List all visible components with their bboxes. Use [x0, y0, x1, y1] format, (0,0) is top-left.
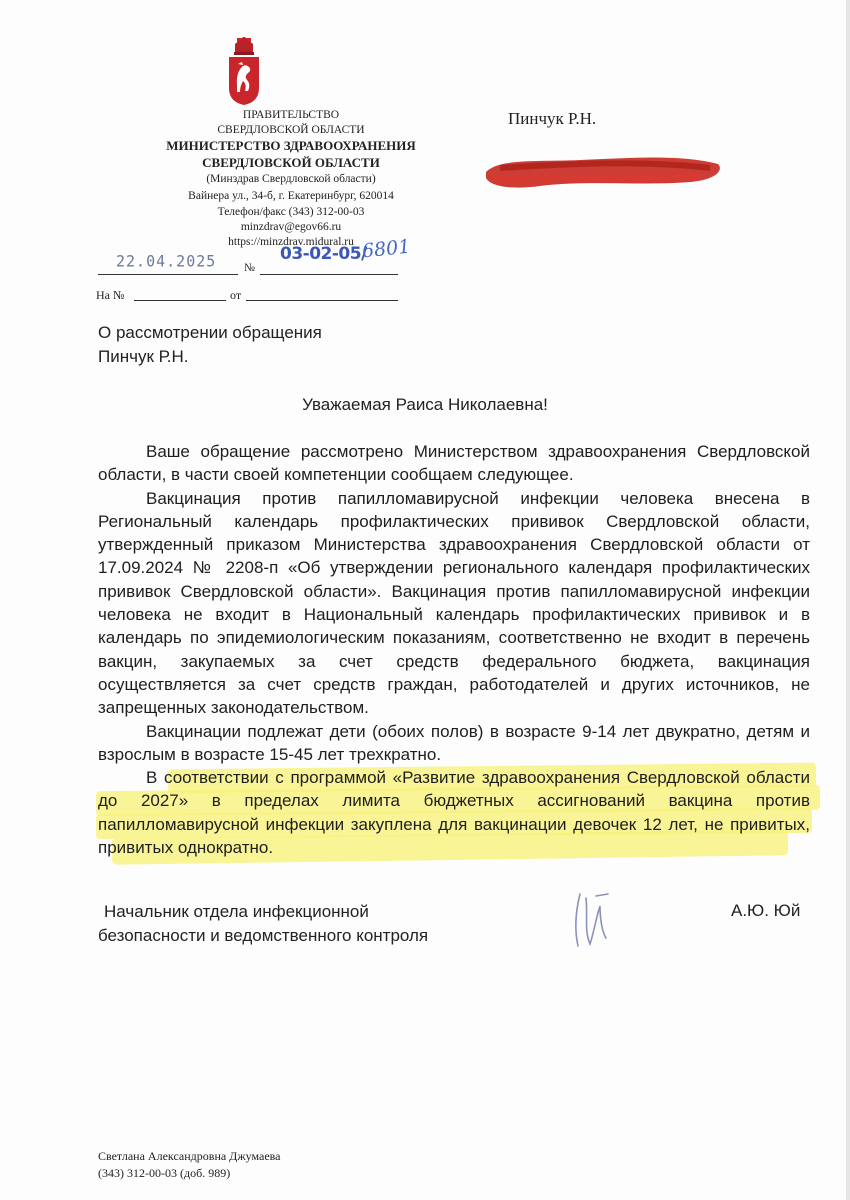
date-underline — [98, 274, 238, 275]
handwritten-signature — [566, 888, 616, 952]
registration-number-handwritten: 6801 — [360, 235, 412, 263]
ministry-line-1: МИНИСТЕРСТВО ЗДРАВООХРАНЕНИЯ — [166, 138, 416, 153]
ministry-address: Вайнера ул., 34-б, г. Екатеринбург, 620014 — [188, 190, 394, 202]
reply-to-underline — [134, 300, 226, 301]
ministry-line-2: СВЕРДЛОВСКОЙ ОБЛАСТИ — [202, 155, 380, 170]
greeting: Уважаемая Раиса Николаевна! — [302, 395, 548, 414]
registration-number-stamp: 03-02-05/ — [280, 244, 367, 264]
executor-info — [98, 1148, 281, 1182]
ministry-email: minzdrav@egov66.ru — [240, 221, 342, 233]
number-label: № — [244, 262, 255, 274]
addressee-name: Пинчук Р.Н. — [508, 109, 597, 128]
paragraph-4: В соответствии с программой «Развитие здравоохранения Свердловской области до 2027» в пределах лимита бюджетных ассигнований вакцина против папилломавирусной инфекции закуплена для вакцинации девочек 12 лет, не привитых, привитых однократно. — [98, 768, 810, 858]
government-line-2: СВЕРДЛОВСКОЙ ОБЛАСТИ — [217, 124, 365, 136]
paragraph-1: Ваше обращение рассмотрено Министерством здравоохранения Свердловской области, в части своей компетенции сообщаем следующее. — [98, 442, 810, 485]
executor-phone: (343) 312-00-03 (доб. 989) — [98, 1166, 231, 1180]
registration-date-stamp: 22.04.2025 — [116, 251, 217, 271]
subject-line-2: Пинчук Р.Н. — [98, 347, 189, 366]
ministry-website: https://minzdrav.midural.ru — [228, 236, 354, 248]
reply-to-label: На № — [96, 288, 125, 302]
reply-from-underline — [246, 300, 398, 301]
signer-position — [98, 900, 428, 948]
sverdlovsk-coat-of-arms-icon — [226, 36, 262, 106]
paragraph-3: Вакцинации подлежат дети (обоих полов) в возрасте 9-14 лет двукратно, детям и взрослым в возрасте 15-45 лет трехкратно. — [98, 721, 810, 764]
government-line-1: ПРАВИТЕЛЬСТВО — [242, 109, 340, 121]
page-edge — [846, 0, 850, 1200]
ministry-abbreviation: (Минздрав Свердловской области) — [206, 173, 376, 185]
ministry-phone: Телефон/факс (343) 312-00-03 — [217, 206, 365, 218]
letter-body — [98, 440, 810, 859]
executor-name: Светлана Александровна Джумаева — [98, 1149, 281, 1163]
signer-name: А.Ю. Юй — [731, 901, 801, 920]
number-underline — [260, 274, 398, 275]
redacted-address-scribble — [480, 150, 726, 194]
reply-from-label: от — [230, 288, 242, 302]
paragraph-2: Вакцинация против папилломавирусной инфекции человека внесена в Региональный календарь профилактических прививок Свердловской области, утвержденный приказом Министерства здравоохранения Свердловской области от 17.09.2024 № 2208-п «Об утверждении регионального календаря профилактических прививок Свердловской области». Вакцинация против папилломавирусной инфекции человека не входит в Национальный календарь профилактических прививок и в календарь по эпидемиологическим показаниям, соответственно не входит в перечень вакцин, закупаемых за счет средств федерального бюджета, вакцинация осуществляется за счет средств граждан, работодателей и других источников, не запрещенных законодательством. — [98, 488, 810, 718]
signer-position-line-2: безопасности и ведомственного контроля — [98, 926, 429, 945]
subject-line-1: О рассмотрении обращения — [98, 323, 322, 342]
signer-position-line-1: Начальник отдела инфекционной — [104, 902, 369, 921]
